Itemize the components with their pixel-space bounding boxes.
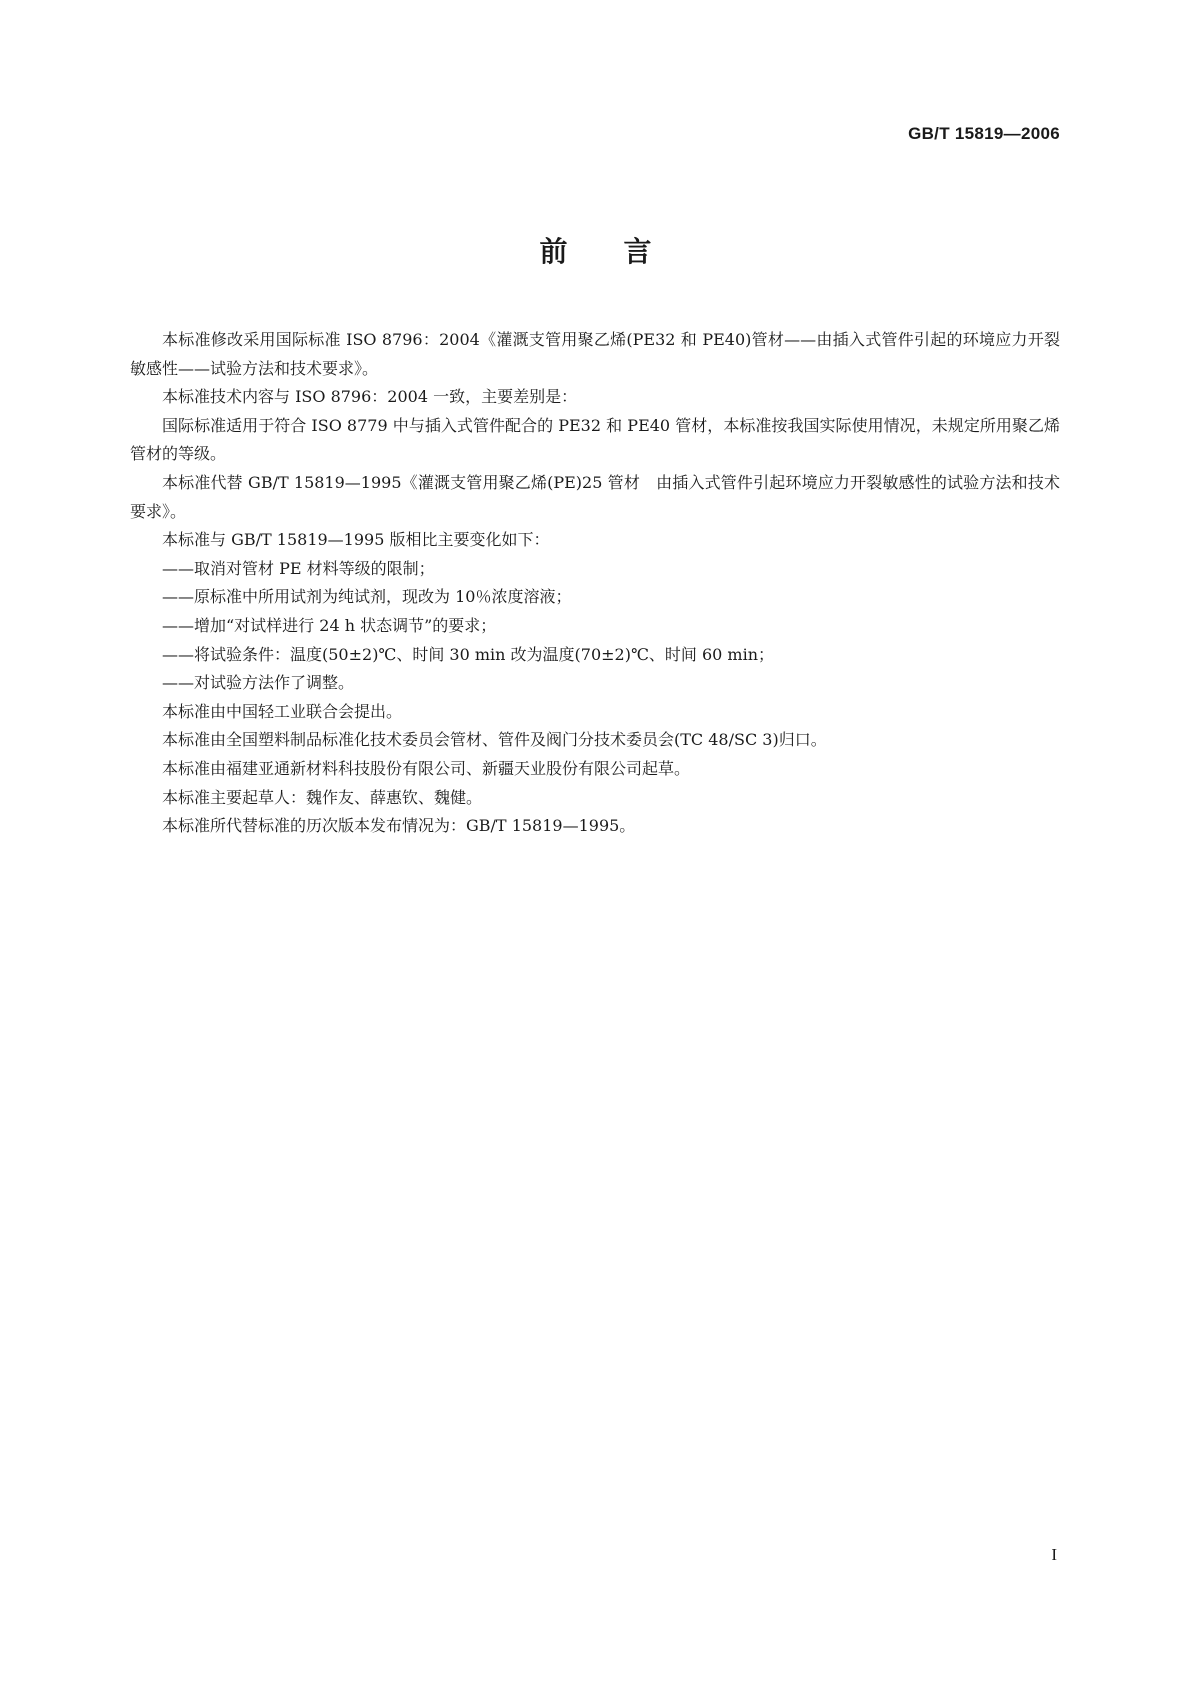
paragraph-scope-difference: 国际标准适用于符合 ISO 8779 中与插入式管件配合的 PE32 和 PE40 管材，本标准按我国实际使用情况，未规定所用聚乙烯管材的等级。 bbox=[130, 415, 1060, 464]
paragraph-replaces: 本标准代替 GB/T 15819—1995《灌溉支管用聚乙烯(PE)25 管材 由插入式管件引起环境应力开裂敏感性的试验方法和技术要求》。 bbox=[130, 472, 1060, 521]
list-item-change-4: ——将试验条件：温度(50±2)℃、时间 30 min 改为温度(70±2)℃、时间 60 min； bbox=[162, 644, 774, 664]
standard-number: GB/T 15819—2006 bbox=[908, 124, 1060, 143]
paragraph-drafters: 本标准主要起草人：魏作友、薛惠钦、魏健。 bbox=[162, 787, 483, 807]
paragraph-adoption: 本标准修改采用国际标准 ISO 8796：2004《灌溉支管用聚乙烯(PE32 和 PE40)管材——由插入式管件引起的环境应力开裂敏感性——试验方法和技术要求》。 bbox=[130, 330, 1060, 378]
paragraph-proposed-by: 本标准由中国轻工业联合会提出。 bbox=[162, 701, 403, 721]
paragraph-under-jurisdiction: 本标准由全国塑料制品标准化技术委员会管材、管件及阀门分技术委员会(TC 48/SC 3)归口。 bbox=[162, 730, 827, 750]
paragraph-changes-intro: 本标准与 GB/T 15819—1995 版相比主要变化如下： bbox=[162, 530, 550, 550]
list-item-change-2: ——原标准中所用试剂为纯试剂，现改为 10％浓度溶液； bbox=[162, 587, 572, 607]
paragraph-version-history: 本标准所代替标准的历次版本发布情况为：GB/T 15819—1995。 bbox=[162, 816, 636, 836]
list-item-change-3: ——增加“对试样进行 24 h 状态调节”的要求； bbox=[162, 615, 497, 635]
foreword-body bbox=[130, 326, 1060, 841]
page-number: I bbox=[1051, 1545, 1057, 1564]
list-item-change-1: ——取消对管材 PE 材料等级的限制； bbox=[162, 558, 435, 578]
page-title: 前言 bbox=[539, 235, 708, 268]
paragraph-drafted-by: 本标准由福建亚通新材料科技股份有限公司、新疆天业股份有限公司起草。 bbox=[162, 758, 691, 778]
paragraph-technical-content: 本标准技术内容与 ISO 8796：2004 一致，主要差别是： bbox=[162, 387, 578, 407]
list-item-change-5: ——对试验方法作了调整。 bbox=[162, 673, 355, 693]
